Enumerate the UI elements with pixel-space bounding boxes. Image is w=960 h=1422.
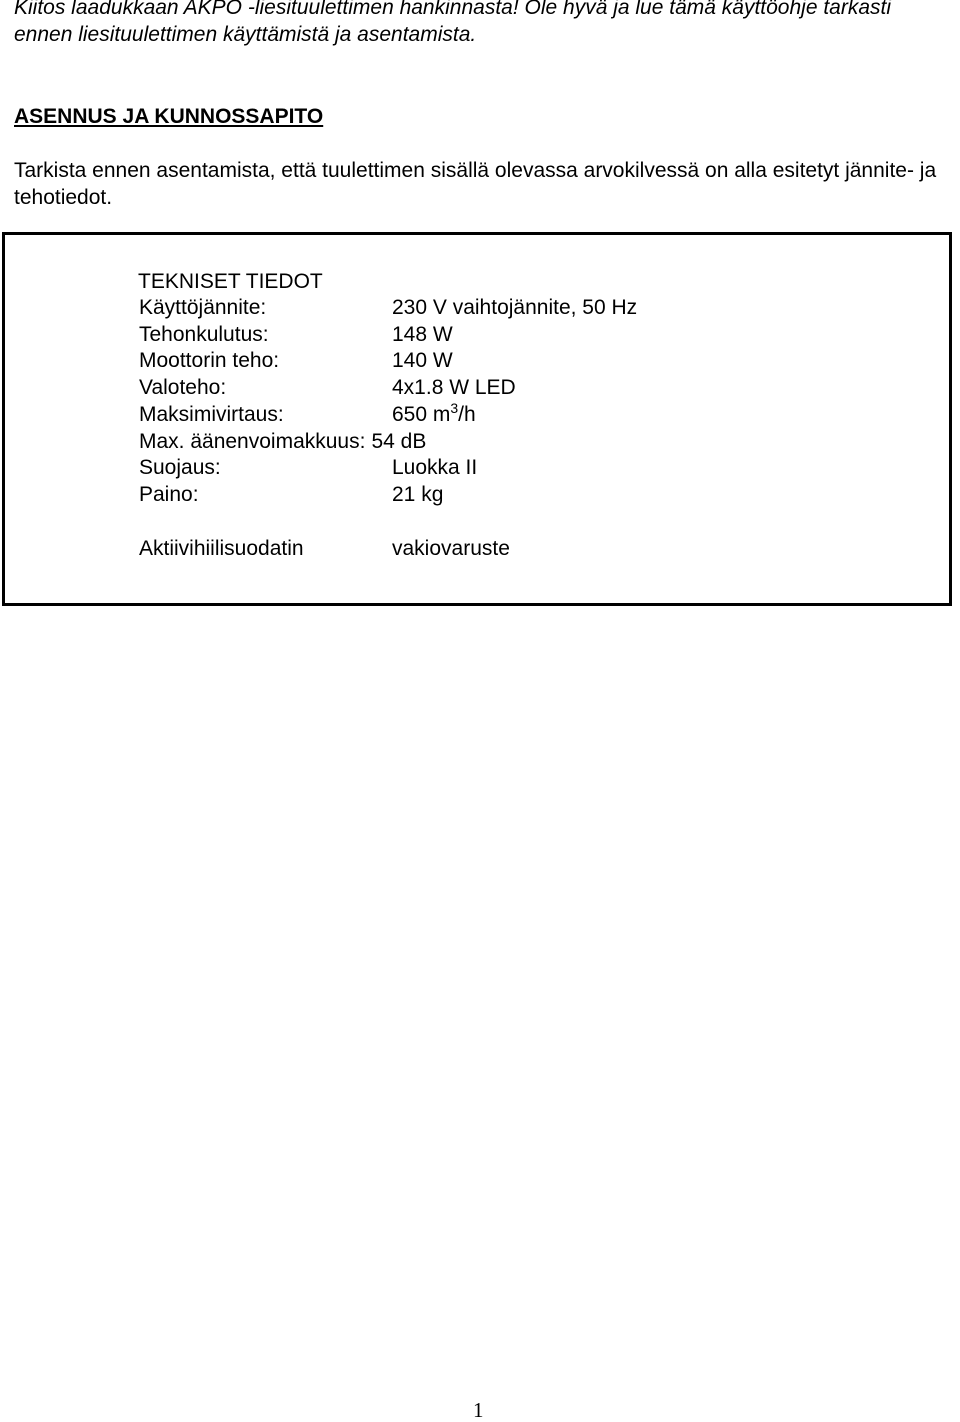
spec-label: Moottorin teho: (139, 349, 280, 372)
spec-label: Tehonkulutus: (139, 323, 269, 346)
spec-value: 230 V vaihtojännite, 50 Hz (392, 296, 638, 319)
spec-value: vakiovaruste (392, 537, 510, 560)
section-paragraph: Tarkista ennen asentamista, että tuulettimen sisällä olevassa arvokilvessä on alla esitetyt jännite- ja tehotiedot. (14, 159, 937, 209)
spec-value: 21 kg (392, 483, 444, 506)
spec-value-suffix: /h (458, 403, 476, 426)
spec-value: 54 dB (371, 430, 427, 453)
specs-title: TEKNISET TIEDOT (138, 270, 323, 293)
spec-value: 140 W (392, 349, 453, 372)
spec-label: Paino: (139, 483, 199, 506)
spec-label: Maksimivirtaus: (139, 403, 284, 426)
spec-label: Käyttöjännite: (139, 296, 267, 319)
spec-value: Luokka II (392, 456, 478, 479)
intro-text: Kiitos laadukkaan AKPO -liesituulettimen hankinnasta! Ole hyvä ja lue tämä käyttöohje tarkasti ennen liesituulettimen käyttämistä ja asentamista. (14, 0, 892, 46)
spec-inline (139, 428, 426, 455)
section-heading: ASENNUS JA KUNNOSSAPITO (14, 105, 324, 128)
spec-label: Max. äänenvoimakkuus: (139, 430, 366, 453)
spec-label: Valoteho: (139, 376, 227, 399)
page-number: 1 (473, 1398, 484, 1422)
spec-label: Aktiivihiilisuodatin (139, 537, 304, 560)
spec-value-superscript: 3 (450, 400, 459, 416)
spec-value: 4x1.8 W LED (392, 376, 516, 399)
spec-label: Suojaus: (139, 456, 221, 479)
spec-value-airflow (392, 401, 476, 428)
spec-value: 148 W (392, 323, 453, 346)
spec-value-number: 650 m (392, 403, 451, 426)
